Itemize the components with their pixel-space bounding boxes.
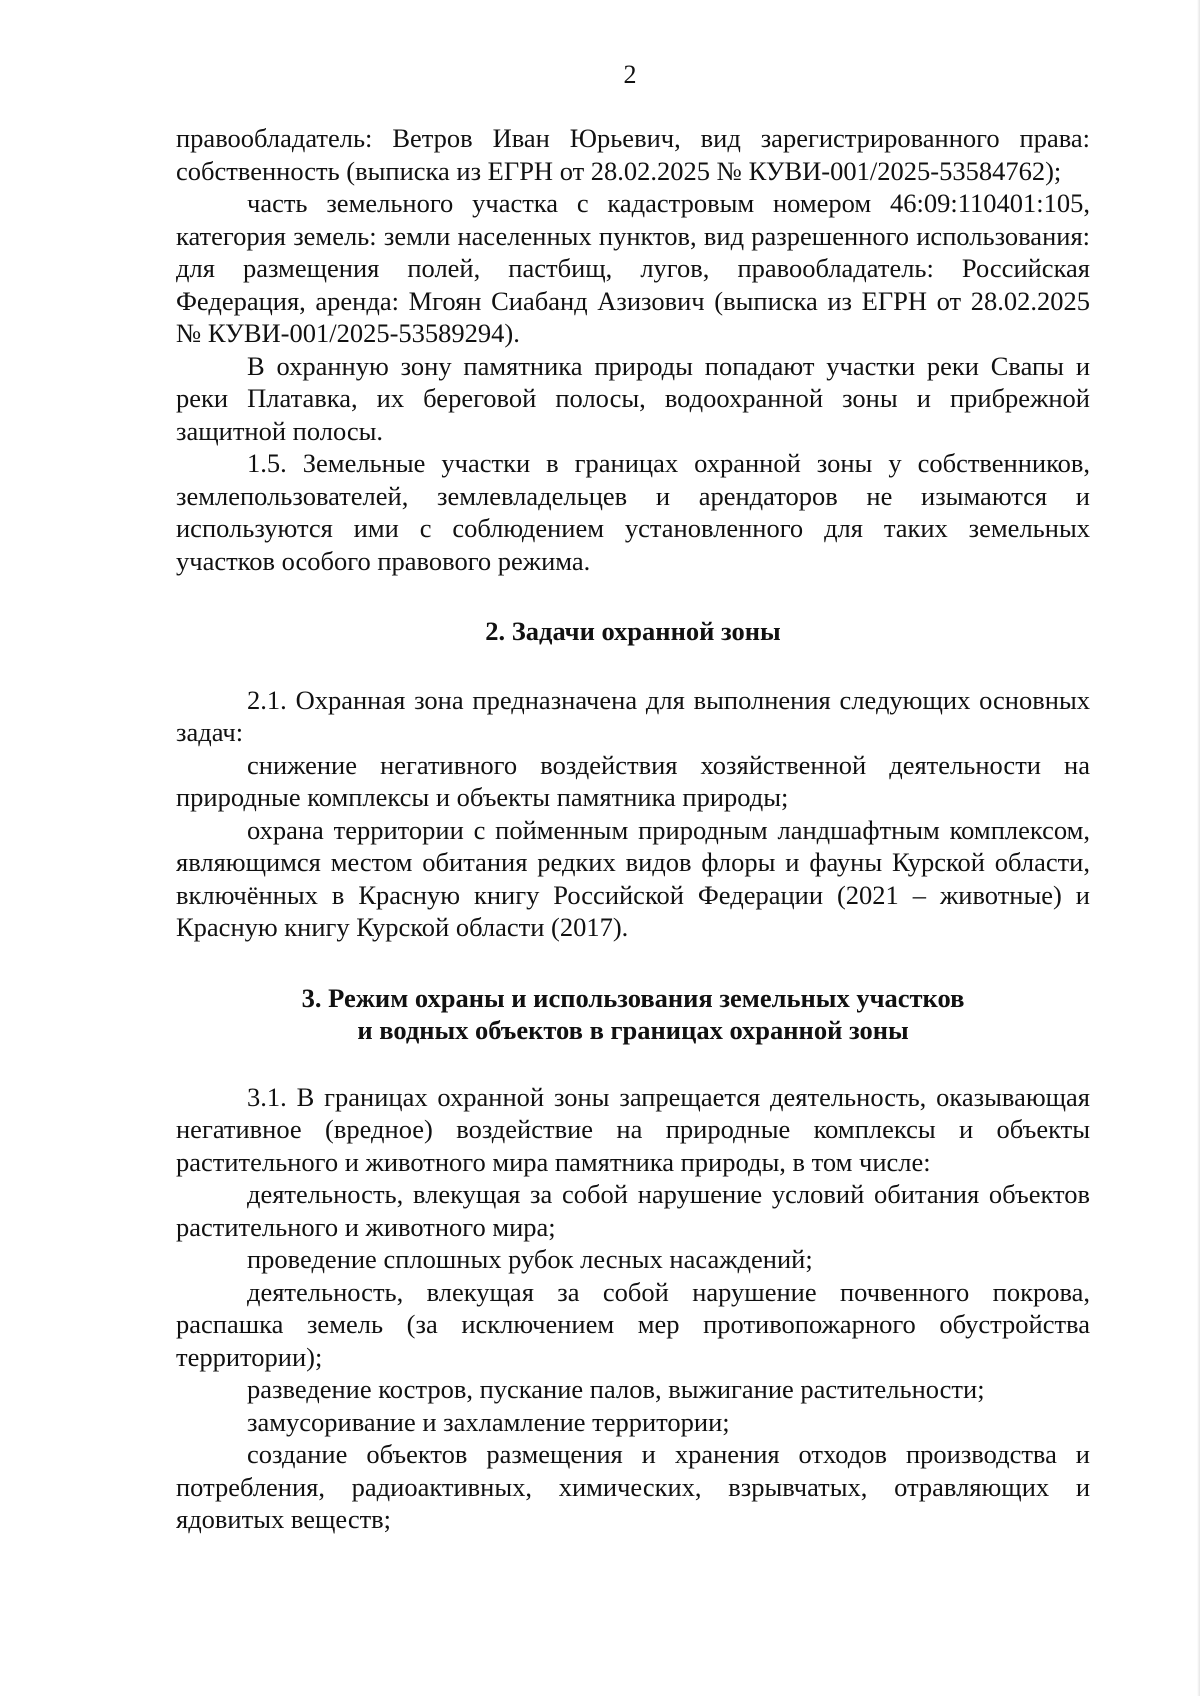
paragraph-land-plot-105: часть земельного участка с кадастровым номером 46:09:110401:105, категория земель: земли населенных пунктов, вид разрешенного использования: для размещения полей, пастбищ, лугов, правообладатель: Российская Федерация, аренда: Мгоян Сиабанд Азизович (выписка из ЕГРН от 28.02.2025 № КУВИ-001/2025-53589294). (176, 188, 1090, 348)
paragraph-task-reduce-impact: снижение негативного воздействия хозяйственной деятельности на природные комплексы и объекты памятника природы; (176, 749, 1090, 812)
section-2-heading: 2. Задачи охранной зоны (485, 616, 781, 646)
paragraph-2-1: 2.1. Охранная зона предназначена для выполнения следующих основных задач: (176, 684, 1090, 747)
paragraph-1-5: 1.5. Земельные участки в границах охранной зоны у собственников, землепользователей, землевладельцев и арендаторов не изымаются и используются ими с соблюдением установленного для таких земельных участков особого правового режима. (176, 448, 1090, 576)
page-number: 2 (623, 60, 637, 89)
list-item-clear-cutting: проведение сплошных рубок лесных насаждений; (247, 1244, 813, 1274)
paragraph-rivers: В охранную зону памятника природы попадают участки реки Свапы и реки Платавка, их береговой полосы, водоохранной зоны и прибрежной защитной полосы. (176, 350, 1090, 446)
list-item-habitat-disruption: деятельность, влекущая за собой нарушение условий обитания объектов растительного и животного мира; (176, 1179, 1090, 1242)
list-item-soil-disruption: деятельность, влекущая за собой нарушение почвенного покрова, распашка земель (за исключением мер противопожарного обустройства территории); (176, 1276, 1090, 1372)
spacer (176, 1047, 1090, 1081)
spacer (176, 648, 1090, 684)
list-item-fires: разведение костров, пускание палов, выжигание растительности; (247, 1374, 985, 1404)
list-item-waste-storage: создание объектов размещения и хранения отходов производства и потребления, радиоактивных, химических, взрывчатых, отравляющих и ядовитых веществ; (176, 1439, 1090, 1534)
document-body (176, 122, 1090, 1536)
paragraph-task-protect-territory: охрана территории с пойменным природным ландшафтным комплексом, являющимся местом обитания редких видов флоры и фауны Курской области, включённых в Красную книгу Российской Федерации (2021 – животные) и Красную книгу Курской области (2017). (176, 814, 1090, 942)
list-item-littering: замусоривание и захламление территории; (247, 1406, 730, 1437)
spacer (176, 577, 1090, 615)
paragraph-owner-vetrov: правообладатель: Ветров Иван Юрьевич, вид зарегистрированного права: собственность (выписка из ЕГРН от 28.02.2025 № КУВИ-001/2025-53584762); (176, 123, 1090, 186)
paragraph-3-1: 3.1. В границах охранной зоны запрещается деятельность, оказывающая негативное (вредное) воздействие на природные комплексы и объекты растительного и животного мира памятника природы, в том числе: (176, 1081, 1090, 1177)
section-3-heading-line-1: 3. Режим охраны и использования земельных участков (301, 982, 965, 1013)
section-3-heading (176, 982, 1090, 1047)
section-3-heading-line-2: и водных объектов в границах охранной зоны (357, 1015, 909, 1045)
spacer (176, 944, 1090, 982)
